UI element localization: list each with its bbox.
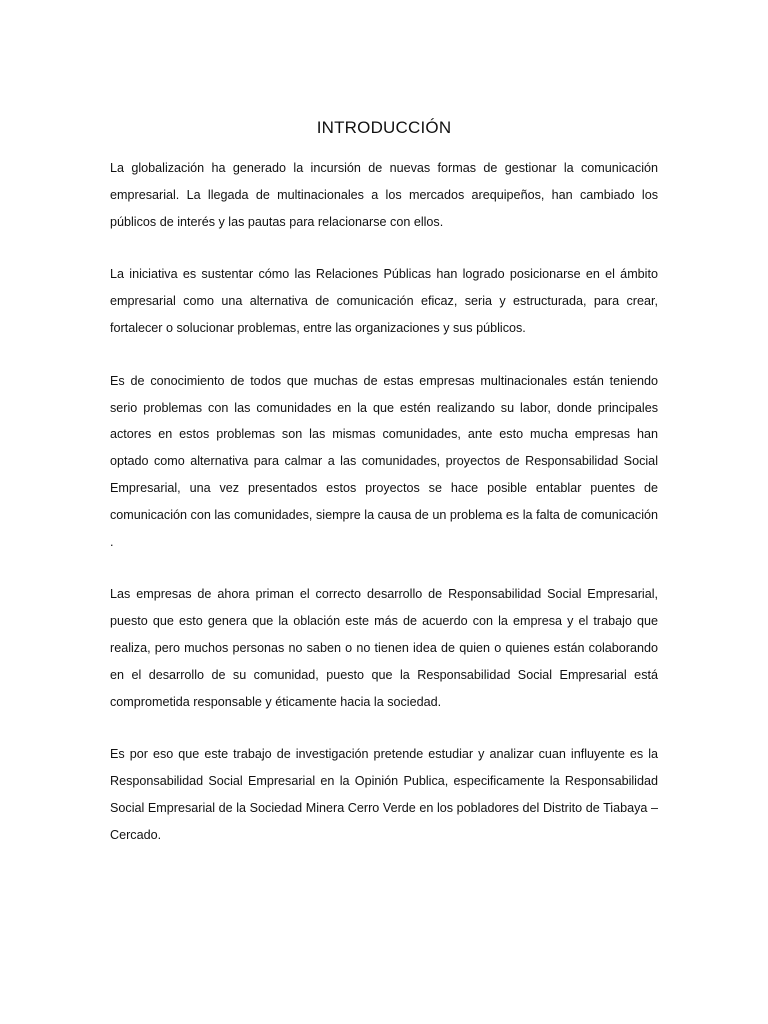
paragraph-2: La iniciativa es sustentar cómo las Relaciones Públicas han logrado posicionarse en el ámbito empresarial como una alternativa de comunicación eficaz, seria y estructurada, para crear, fortalecer o solucionar problemas, entre las organizaciones y sus públicos. (110, 267, 658, 335)
paragraph-3: Es de conocimiento de todos que muchas de estas empresas multinacionales están teniendo serio problemas con las comunidades en la que estén realizando su labor, donde principales actores en estos problemas son las mismas comunidades, ante esto mucha empresas han optado como alternativa para calmar a las comunidades, proyectos de Responsabilidad Social Empresarial, una vez presentados estos proyectos se hace posible entablar puentes de comunicación con las comunidades, siempre la causa de un problema es la falta de comunicación . (110, 373, 658, 549)
paragraph-4: Las empresas de ahora priman el correcto desarrollo de Responsabilidad Social Empresarial, puesto que esto genera que la oblación este más de acuerdo con la empresa y el trabajo que realiza, pero muchos personas no saben o no tienen idea de quien o quienes están colaborando en el desarrollo de su comunidad, puesto que la Responsabilidad Social Empresarial está comprometida responsable y éticamente hacia la sociedad. (110, 587, 658, 709)
paragraph-1: La globalización ha generado la incursión de nuevas formas de gestionar la comunicación empresarial. La llegada de multinacionales a los mercados arequipeños, han cambiado los públicos de interés y las pautas para relacionarse con ellos. (110, 161, 658, 229)
document-body (110, 155, 658, 875)
page-title: INTRODUCCIÓN (316, 118, 452, 137)
paragraph-5: Es por eso que este trabajo de investigación pretende estudiar y analizar cuan influyente es la Responsabilidad Social Empresarial en la Opinión Publica, especificamente la Responsabilidad Social Empresarial de la Sociedad Minera Cerro Verde en los pobladores del Distrito de Tiabaya – Cercado. (110, 747, 658, 842)
